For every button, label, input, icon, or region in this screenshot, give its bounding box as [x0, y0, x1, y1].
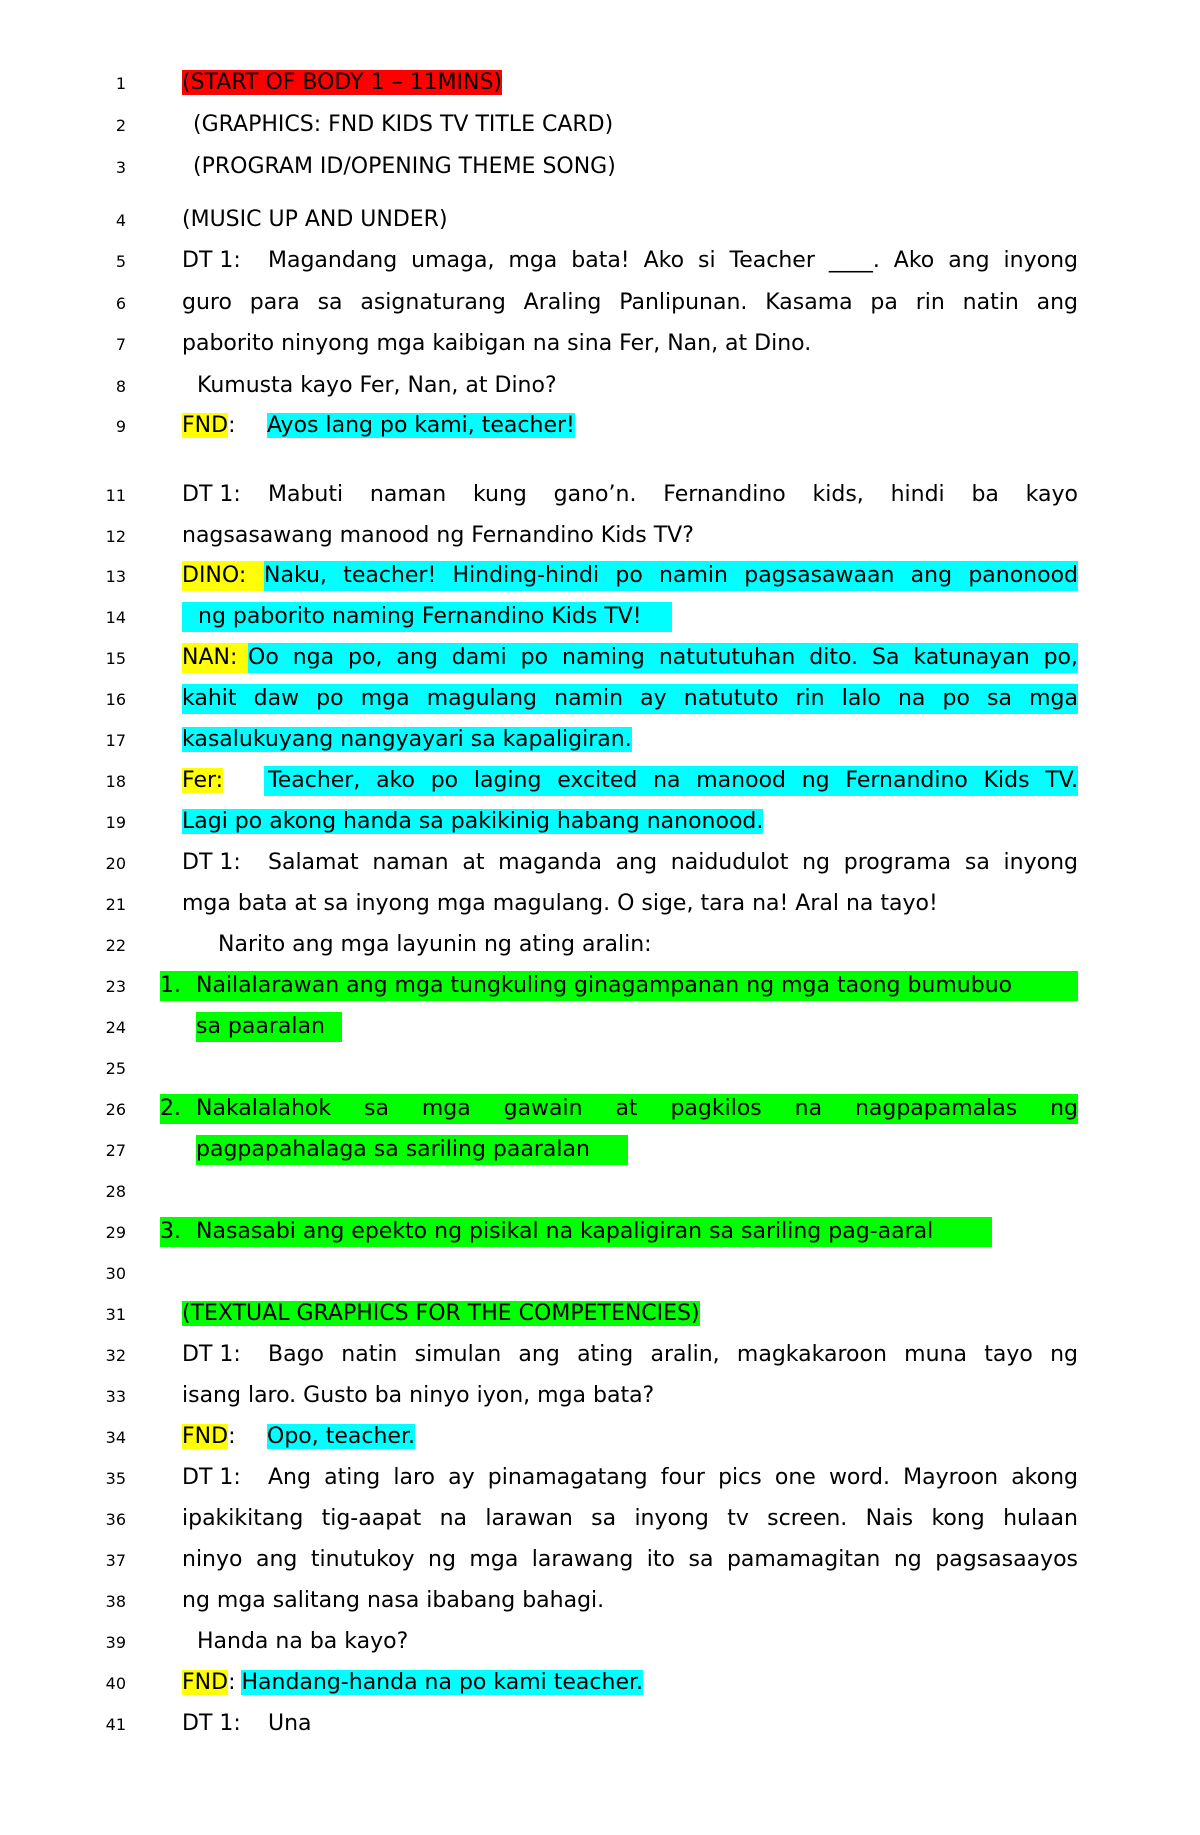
dialogue-line-41 [182, 1709, 582, 1739]
speaker-dt1: DT 1: [182, 248, 241, 273]
line-number: 15 [105, 649, 126, 668]
speaker-fer-wrap [182, 766, 268, 796]
line-number: 36 [105, 1510, 126, 1529]
line-number: 25 [105, 1059, 126, 1078]
dialogue-line-8: Kumusta kayo Fer, Nan, at Dino? [197, 373, 557, 398]
nan-reply-text: Oo nga po, ang dami po naming natututuhan dito. Sa katunayan po, [248, 645, 1078, 670]
program-id-cue: (PROGRAM ID/OPENING THEME SONG) [193, 154, 616, 179]
dialogue-line-20 [182, 848, 1078, 878]
line-number: 13 [105, 567, 126, 586]
line-number: 29 [105, 1223, 126, 1242]
line-number: 26 [105, 1100, 126, 1119]
speaker-dt1: DT 1: [182, 1711, 241, 1736]
line-number: 34 [105, 1428, 126, 1447]
colon: : [228, 1670, 236, 1695]
objective-1 [160, 971, 1012, 1001]
dialogue-line-37: ninyo ang tinutukoy ng mga larawang ito sa pamamagitan ng pagsasaayos [182, 1547, 1078, 1572]
dialogue-line-22: Narito ang mga layunin ng ating aralin: [218, 932, 652, 957]
line-number: 16 [105, 690, 126, 709]
objective-text: Nasasabi ang epekto ng pisikal na kapaligiran sa sariling pag-aaral [196, 1219, 934, 1244]
line-number: 12 [105, 527, 126, 546]
line-number: 1 [115, 74, 126, 93]
line-number: 11 [105, 486, 126, 505]
line-number: 20 [105, 854, 126, 873]
speaker-dt1: DT 1: [182, 1342, 241, 1367]
dialogue-line-19 [182, 807, 763, 837]
line-number: 14 [105, 608, 126, 627]
speaker-dt1: DT 1: [182, 482, 241, 507]
speaker-fer: Fer: [182, 768, 224, 793]
dialogue-line-21: mga bata at sa inyong mga magulang. O sige, tara na! Aral na tayo! [182, 891, 938, 916]
line-number: 4 [115, 211, 126, 230]
line-number: 40 [105, 1674, 126, 1693]
line-number: 9 [115, 417, 126, 436]
dialogue-text: Ang ating laro ay pinamagatang four pics one word. Mayroon akong [268, 1465, 1078, 1490]
objective-1-cont: sa paaralan [196, 1014, 325, 1039]
objective-number: 3. [160, 1219, 181, 1244]
objective-2-cont: pagpapahalaga sa sariling paaralan [196, 1137, 590, 1162]
line-number: 19 [105, 813, 126, 832]
fnd-reply-text: Handang-handa na po kami teacher. [241, 1670, 643, 1695]
line-number: 39 [105, 1633, 126, 1652]
fnd-reply-34 [267, 1422, 415, 1452]
dialogue-text: Mabuti naman kung gano’n. Fernandino kids, hindi ba kayo [268, 482, 1078, 507]
line-number: 3 [115, 158, 126, 177]
dialogue-line-34 [182, 1422, 235, 1452]
start-of-body-highlight: (START OF BODY 1 – 11MINS) [182, 70, 503, 95]
dino-reply-text: Naku, teacher! Hinding-hindi po namin pagsasawaan ang panonood [264, 563, 1078, 588]
dialogue-line-12: nagsasawang manood ng Fernandino Kids TV? [182, 523, 694, 548]
dialogue-text: Bago natin simulan ang ating aralin, magkakaroon muna tayo ng [268, 1342, 1078, 1367]
dialogue-line-35 [182, 1463, 1078, 1493]
line-number: 23 [105, 977, 126, 996]
speaker-dt1: DT 1: [182, 1465, 241, 1490]
fnd-reply-text: Opo, teacher. [267, 1424, 415, 1449]
line-number: 8 [115, 377, 126, 396]
line-number: 2 [115, 116, 126, 135]
speaker-fnd: FND [182, 1424, 229, 1449]
dialogue-line-40 [182, 1668, 643, 1698]
line-number: 30 [105, 1264, 126, 1283]
dialogue-line-38: ng mga salitang nasa ibabang bahagi. [182, 1588, 605, 1613]
fnd-reply-9 [267, 411, 575, 441]
music-cue: (MUSIC UP AND UNDER) [182, 207, 448, 232]
dialogue-text: Una [268, 1711, 312, 1736]
dialogue-line-7: paborito ninyong mga kaibigan na sina Fer, Nan, at Dino. [182, 331, 812, 356]
dialogue-line-6: guro para sa asignaturang Araling Panlipunan. Kasama pa rin natin ang [182, 290, 1078, 315]
line-number: 7 [115, 335, 126, 354]
dialogue-line-17 [182, 725, 632, 755]
textual-graphics-text: (TEXTUAL GRAPHICS FOR THE COMPETENCIES) [182, 1301, 700, 1326]
objective-2 [160, 1094, 1078, 1124]
objective-text: Nailalarawan ang mga tungkuling ginagampanan ng mga taong bumubuo [196, 973, 1013, 998]
dialogue-line-15 [182, 643, 1078, 673]
dialogue-line-11 [182, 480, 1078, 510]
line-number: 6 [115, 294, 126, 313]
speaker-nan: NAN: [182, 643, 248, 673]
dialogue-line-39: Handa na ba kayo? [197, 1629, 409, 1654]
line-number: 32 [105, 1346, 126, 1365]
line-number: 5 [115, 252, 126, 271]
objective-number: 1. [160, 973, 181, 998]
objective-3 [160, 1217, 933, 1247]
textual-graphics-cue [182, 1299, 700, 1329]
line-number: 22 [105, 936, 126, 955]
dialogue-line-13 [182, 561, 1078, 591]
line-number: 38 [105, 1592, 126, 1611]
dialogue-line-32 [182, 1340, 1078, 1370]
line-number: 24 [105, 1018, 126, 1037]
line-number: 31 [105, 1305, 126, 1324]
nan-reply-text: kasalukuyang nangyayari sa kapaligiran. [182, 727, 632, 752]
line-number: 18 [105, 772, 126, 791]
dialogue-line-33: isang laro. Gusto ba ninyo iyon, mga bata? [182, 1383, 655, 1408]
line-number: 37 [105, 1551, 126, 1570]
start-of-body-line [182, 68, 502, 98]
dialogue-text: Salamat naman at maganda ang naidudulot ng programa sa inyong [268, 850, 1078, 875]
dialogue-line-14: ng paborito naming Fernandino Kids TV! [198, 604, 642, 629]
line-number: 33 [105, 1387, 126, 1406]
line-number: 21 [105, 895, 126, 914]
line-number: 28 [105, 1182, 126, 1201]
line-number: 17 [105, 731, 126, 750]
line-number: 35 [105, 1469, 126, 1488]
fer-reply-text: Teacher, ako po laging excited na manood ng Fernandino Kids TV. [268, 768, 1078, 793]
objective-text: Nakalalahok sa mga gawain at pagkilos na nagpapamalas ng [196, 1096, 1078, 1121]
speaker-fnd: FND [182, 413, 229, 438]
dialogue-line-9 [182, 411, 235, 441]
fnd-reply-text: Ayos lang po kami, teacher! [267, 413, 575, 438]
speaker-fnd: FND [182, 1670, 229, 1695]
line-number: 41 [105, 1715, 126, 1734]
colon: : [228, 413, 236, 438]
dialogue-line-36: ipakikitang tig-aapat na larawan sa inyong tv screen. Nais kong hulaan [182, 1506, 1078, 1531]
dialogue-text: Magandang umaga, mga bata! Ako si Teacher ____. Ako ang inyong [268, 248, 1078, 273]
objective-number: 2. [160, 1096, 181, 1121]
speaker-dt1: DT 1: [182, 850, 241, 875]
speaker-dino: DINO: [182, 561, 264, 591]
dialogue-line-5 [182, 246, 1078, 276]
graphics-cue: (GRAPHICS: FND KIDS TV TITLE CARD) [193, 112, 614, 137]
dialogue-line-18 [182, 766, 1078, 796]
fer-reply-text: Lagi po akong handa sa pakikinig habang nanonood. [182, 809, 764, 834]
line-number: 27 [105, 1141, 126, 1160]
colon: : [228, 1424, 236, 1449]
dialogue-line-16: kahit daw po mga magulang namin ay natututo rin lalo na po sa mga [182, 686, 1078, 711]
